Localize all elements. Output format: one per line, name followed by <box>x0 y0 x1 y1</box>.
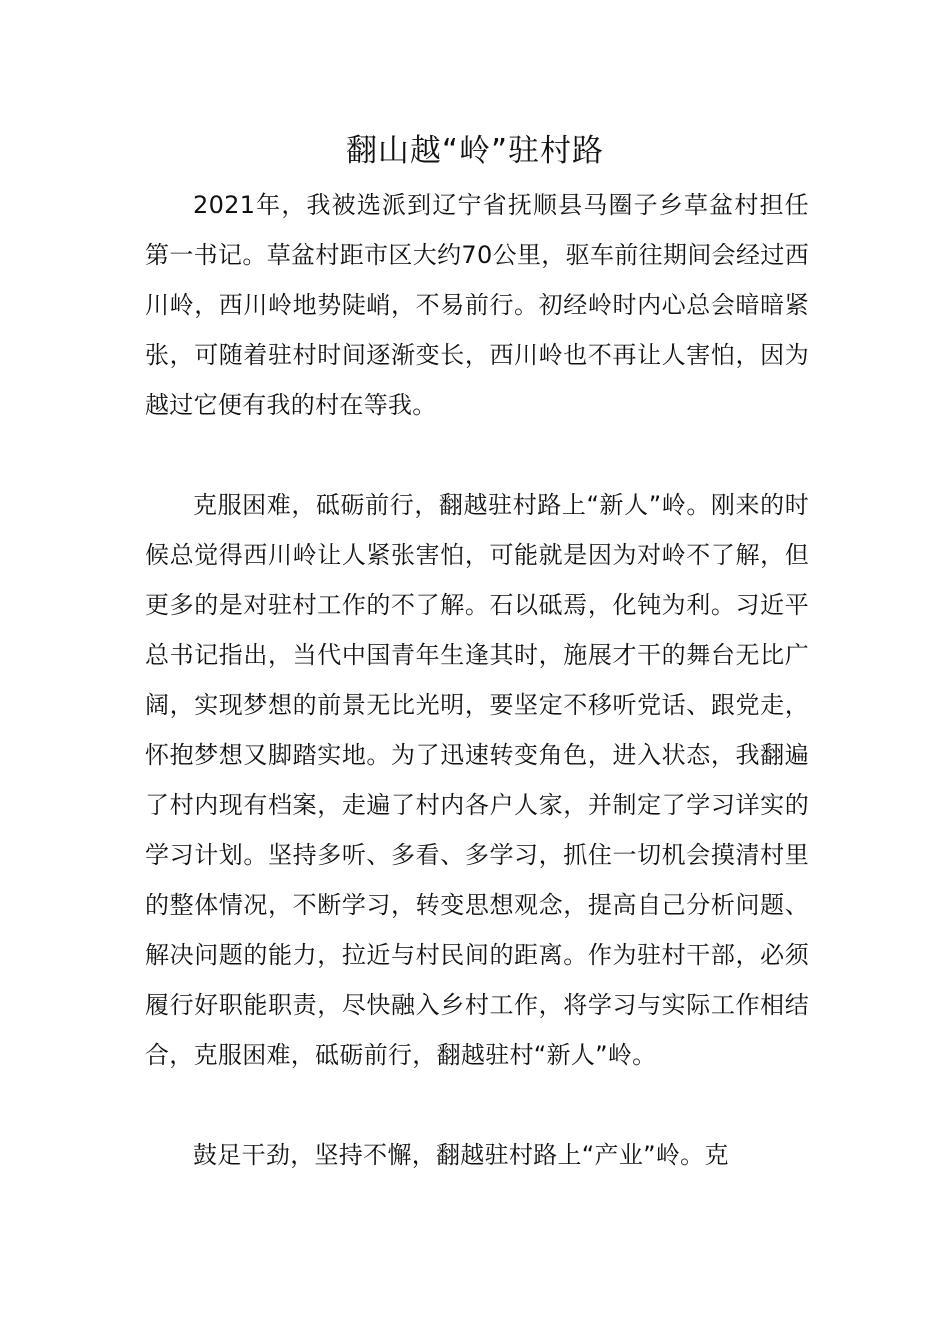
paragraph-1: 2021年，我被选派到辽宁省抚顺县马圈子乡草盆村担任第一书记。草盆村距市区大约70公里，驱车前往期间会经过西川岭，西川岭地势陡峭，不易前行。初经岭时内心总会暗暗紧张，可随着驻村时间逐渐变长，西川岭也不再让人害怕，因为越过它便有我的村在等我。 <box>145 191 809 419</box>
paragraph-2: 克服困难，砥砺前行，翻越驻村路上“新人”岭。刚来的时候总觉得西川岭让人紧张害怕，可能就是因为对岭不了解，但更多的是对驻村工作的不了解。石以砥焉，化钝为利。习近平总书记指出，当代中国青年生逢其时，施展才干的舞台无比广阔，实现梦想的前景无比光明，要坚定不移听党话、跟党走，怀抱梦想又脚踏实地。为了迅速转变角色，进入状态，我翻遍了村内现有档案，走遍了村内各户人家，并制定了学习详实的学习计划。坚持多听、多看、多学习，抓住一切机会摸清村里的整体情况，不断学习，转变思想观念，提高自己分析问题、解决问题的能力，拉近与村民间的距离。作为驻村干部，必须履行好职能职责，尽快融入乡村工作，将学习与实际工作相结合，克服困难，砥砺前行，翻越驻村“新人”岭。 <box>145 491 809 1069</box>
paragraph-3: 鼓足干劲，坚持不懈，翻越驻村路上“产业”岭。克 <box>193 1141 729 1169</box>
document-title: 翻山越“岭”驻村路 <box>345 133 605 169</box>
document-body <box>145 180 809 1180</box>
